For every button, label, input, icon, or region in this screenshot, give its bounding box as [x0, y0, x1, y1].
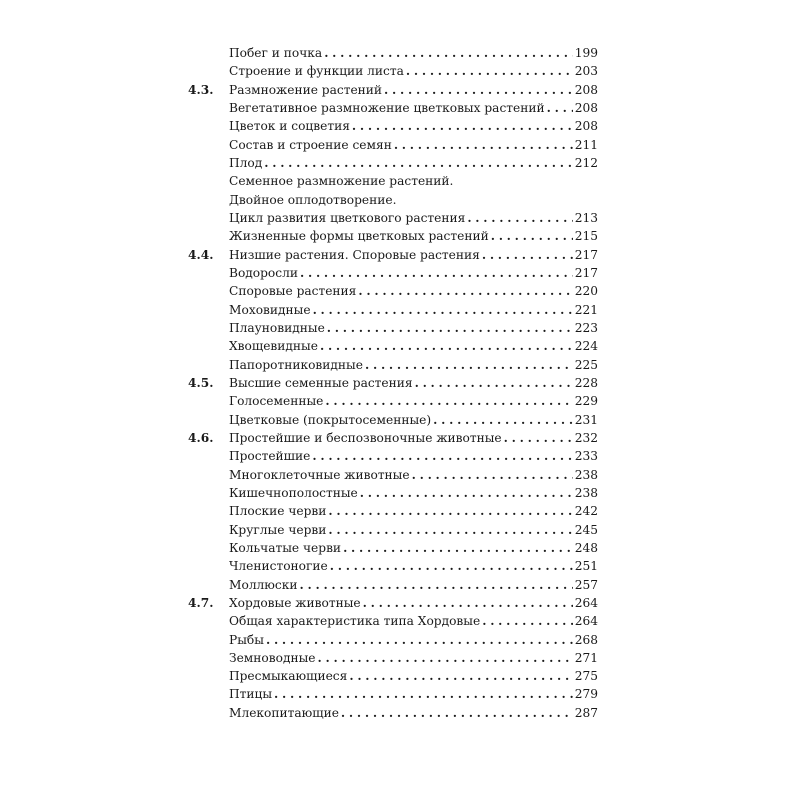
dot-leader: [318, 649, 573, 667]
page-number: 217: [574, 247, 598, 262]
entry-title: Голосеменные: [229, 394, 324, 409]
toc-entry: [188, 264, 598, 282]
section-number: 4.6.: [188, 430, 214, 445]
toc-entry: [188, 521, 598, 539]
entry-title: Моховидные: [229, 302, 311, 317]
page-number: 268: [574, 632, 598, 647]
entry-title: Споровые растения: [229, 284, 357, 299]
entry-title: Земноводные: [229, 650, 316, 665]
entry-title: Простейшие и беспозвоночные животные: [229, 430, 502, 445]
page-number: 238: [574, 485, 598, 500]
page-number: 225: [574, 357, 598, 372]
dot-leader: [433, 411, 573, 429]
toc-entry: [188, 301, 598, 319]
dot-leader: [482, 612, 573, 630]
entry-title: Многоклеточные животные: [229, 467, 410, 482]
toc-entry: [188, 429, 598, 447]
page-number: 224: [574, 339, 598, 354]
toc-entry: [188, 411, 598, 429]
dot-leader: [264, 154, 573, 172]
page-number: 220: [574, 284, 598, 299]
toc-entry: [188, 447, 598, 465]
toc-entry: [188, 631, 598, 649]
entry-title: Двойное оплодотворение.: [229, 192, 397, 207]
entry-title: Цветок и соцветия: [229, 119, 350, 134]
page-number: 223: [574, 320, 598, 335]
entry-title: Млекопитающие: [229, 705, 339, 720]
page-number: 264: [574, 614, 598, 629]
entry-title: Плауновидные: [229, 320, 325, 335]
entry-title: Жизненные формы цветковых растений: [229, 229, 489, 244]
table-of-contents: [188, 44, 598, 722]
dot-leader: [358, 282, 572, 300]
dot-leader: [300, 264, 573, 282]
entry-title: Хордовые животные: [229, 595, 361, 610]
dot-leader: [415, 374, 573, 392]
entry-title: Общая характеристика типа Хордовые: [229, 614, 481, 629]
page-number: 251: [574, 559, 598, 574]
dot-leader: [343, 539, 573, 557]
toc-entry: [188, 227, 598, 245]
page-number: 208: [574, 119, 598, 134]
toc-entry: [188, 466, 598, 484]
page-number: 275: [574, 669, 598, 684]
entry-title: Круглые черви: [229, 522, 327, 537]
dot-leader: [384, 81, 573, 99]
dot-leader: [394, 136, 573, 154]
page-number: 212: [574, 155, 598, 170]
entry-title: Птицы: [229, 687, 273, 702]
toc-entry: [188, 667, 598, 685]
dot-leader: [328, 521, 572, 539]
toc-entry: [188, 154, 598, 172]
dot-leader: [412, 466, 573, 484]
entry-title: Плоские черви: [229, 504, 327, 519]
dot-leader: [341, 704, 573, 722]
entry-title: Цикл развития цветкового растения: [229, 210, 466, 225]
page-number: 233: [574, 449, 598, 464]
dot-leader: [330, 557, 573, 575]
toc-entry: [188, 44, 598, 62]
page-number: 213: [574, 210, 598, 225]
dot-leader: [360, 484, 573, 502]
dot-leader: [467, 209, 572, 227]
entry-title: Семенное размножение растений.: [229, 174, 454, 189]
toc-entry: [188, 117, 598, 135]
toc-entry: [188, 319, 598, 337]
page-number: 238: [574, 467, 598, 482]
toc-entry: [188, 594, 598, 612]
dot-leader: [299, 576, 572, 594]
toc-entry: [188, 649, 598, 667]
toc-entry: [188, 209, 598, 227]
dot-leader: [352, 117, 573, 135]
dot-leader: [363, 594, 573, 612]
entry-title: Цветковые (покрытосеменные): [229, 412, 432, 427]
dot-leader: [325, 392, 572, 410]
entry-title: Низшие растения. Споровые растения: [229, 247, 480, 262]
toc-entry: [188, 576, 598, 594]
toc-entry: [188, 282, 598, 300]
page-number: 231: [574, 412, 598, 427]
toc-entry: [188, 502, 598, 520]
page-number: 208: [574, 82, 598, 97]
dot-leader: [406, 62, 573, 80]
section-number: 4.3.: [188, 82, 214, 97]
toc-entry: [188, 539, 598, 557]
toc-entry: [188, 704, 598, 722]
dot-leader: [266, 631, 573, 649]
dot-leader: [365, 356, 573, 374]
entry-title: Простейшие: [229, 449, 311, 464]
toc-entry: [188, 172, 598, 190]
toc-entry: [188, 484, 598, 502]
toc-entry: [188, 99, 598, 117]
toc-entry: [188, 81, 598, 99]
page-number: 211: [574, 137, 598, 152]
page-number: 257: [574, 577, 598, 592]
page-number: 228: [574, 375, 598, 390]
page-number: 199: [574, 46, 598, 60]
page-number: 248: [574, 540, 598, 555]
dot-leader: [327, 319, 573, 337]
page-number: 208: [574, 100, 598, 115]
entry-title: Кольчатые черви: [229, 540, 342, 555]
dot-leader: [547, 99, 573, 117]
dot-leader: [274, 685, 573, 703]
dot-leader: [320, 337, 573, 355]
page-number: 271: [574, 650, 598, 665]
page-number: 245: [574, 522, 598, 537]
dot-leader: [349, 667, 572, 685]
entry-title: Вегетативное размножение цветковых растений: [229, 100, 545, 115]
toc-entry: [188, 685, 598, 703]
section-number: 4.4.: [188, 247, 214, 262]
entry-title: Высшие семенные растения: [229, 375, 413, 390]
entry-title: Плод: [229, 155, 263, 170]
dot-leader: [313, 301, 573, 319]
page-number: 203: [574, 64, 598, 79]
entry-title: Рыбы: [229, 632, 264, 647]
page-number: 232: [574, 430, 598, 445]
toc-entry: [188, 191, 598, 209]
entry-title: Членистоногие: [229, 559, 328, 574]
toc-entry: [188, 246, 598, 264]
dot-leader: [324, 44, 573, 62]
page-number: 229: [574, 394, 598, 409]
toc-entry: [188, 557, 598, 575]
toc-entry: [188, 136, 598, 154]
entry-title: Строение и функции листа: [229, 64, 404, 79]
page-number: 221: [574, 302, 598, 317]
page-number: 264: [574, 595, 598, 610]
toc-entry: [188, 612, 598, 630]
entry-title: Кишечнополостные: [229, 485, 358, 500]
section-number: 4.7.: [188, 595, 214, 610]
entry-title: Моллюски: [229, 577, 298, 592]
entry-title: Побег и почка: [229, 46, 323, 60]
toc-entry: [188, 337, 598, 355]
entry-title: Размножение растений: [229, 82, 383, 97]
toc-entry: [188, 374, 598, 392]
toc-entry: [188, 62, 598, 80]
entry-title: Состав и строение семян: [229, 137, 392, 152]
dot-leader: [504, 429, 573, 447]
toc-entry: [188, 392, 598, 410]
entry-title: Водоросли: [229, 265, 298, 280]
entry-title: Пресмыкающиеся: [229, 669, 348, 684]
section-number: 4.5.: [188, 375, 214, 390]
page-number: 217: [574, 265, 598, 280]
page-number: 279: [574, 687, 598, 702]
dot-leader: [482, 246, 573, 264]
dot-leader: [312, 447, 572, 465]
page-number: 287: [574, 705, 598, 720]
dot-leader: [328, 502, 572, 520]
entry-title: Папоротниковидные: [229, 357, 363, 372]
page-number: 242: [574, 504, 598, 519]
dot-leader: [491, 227, 573, 245]
entry-title: Хвощевидные: [229, 339, 318, 354]
page-number: 215: [574, 229, 598, 244]
toc-entry: [188, 356, 598, 374]
